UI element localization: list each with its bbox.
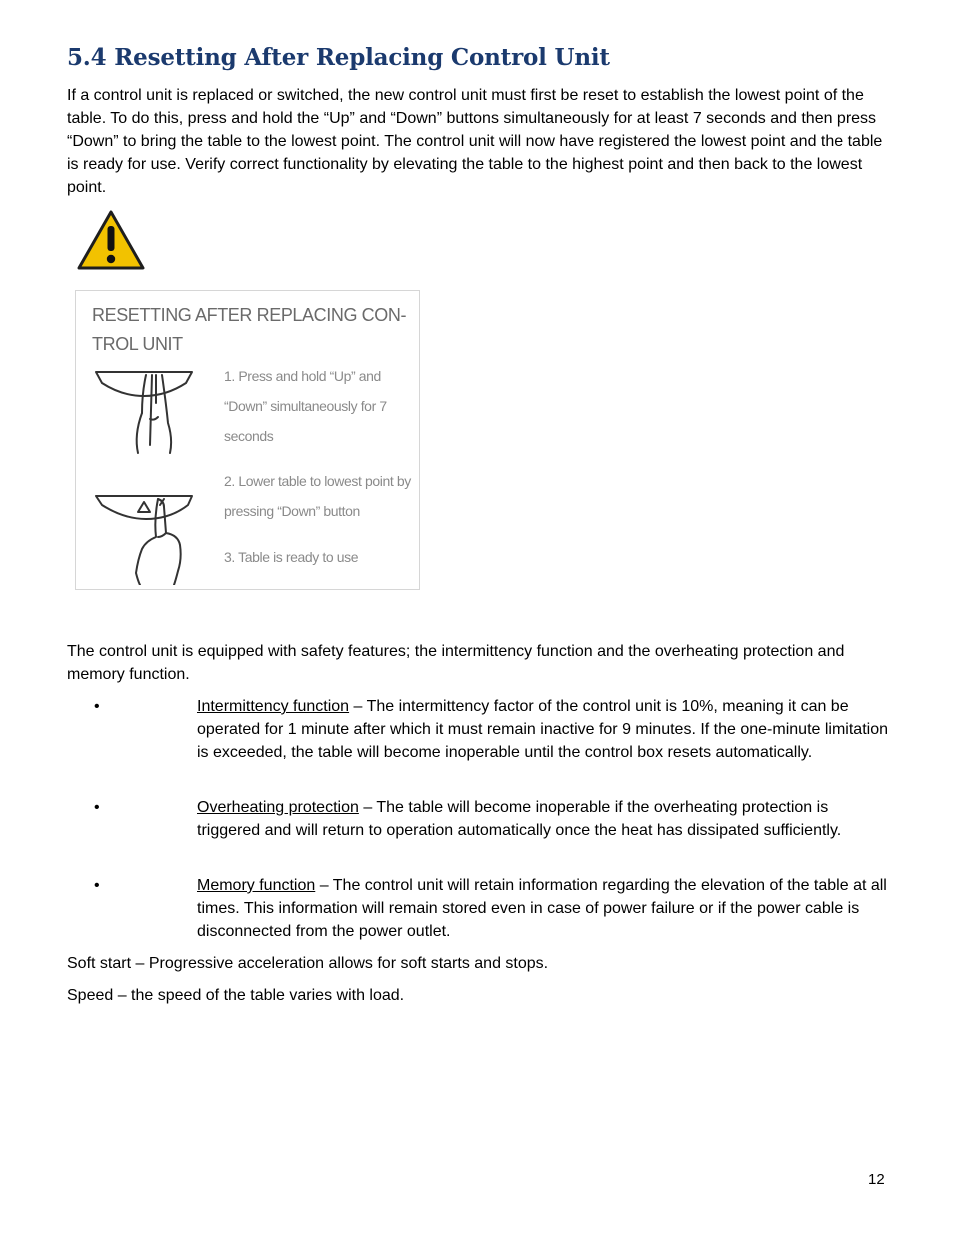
bullet-term: Intermittency function: [197, 698, 350, 715]
bullet-marker: •: [94, 799, 100, 816]
figure-step-2: 2. Lower table to lowest point by pressing “Down” button: [224, 473, 411, 519]
figure-title: RESETTING AFTER REPLACING CON-TROL UNIT: [92, 305, 407, 354]
figure-step-1: 1. Press and hold “Up” and “Down” simultaneously for 7 seconds: [224, 368, 387, 444]
page-number: 12: [868, 1171, 885, 1188]
reset-instructions-figure: [75, 290, 420, 590]
speed-paragraph: Speed – the speed of the table varies with load.: [67, 987, 405, 1004]
one-finger-press-hand-icon: [94, 489, 194, 585]
bullet-marker: •: [94, 698, 100, 715]
page-heading: 5.4 Resetting After Replacing Control Unit: [67, 44, 610, 71]
bullet-description: – The table will become inoperable if the overheating protection is triggered and will return to operation automatically once the heat has dissipated sufficiently.: [197, 799, 842, 839]
safety-intro-paragraph: The control unit is equipped with safety features; the intermittency function and the overheating protection and memory function.: [67, 643, 845, 683]
figure-step-3: 3. Table is ready to use: [224, 549, 359, 565]
intro-paragraph: If a control unit is replaced or switched, the new control unit must first be reset to establish the lowest point of the table. To do this, press and hold the “Up” and “Down” buttons simultaneously for at least 7 seconds and then press “Down” to bring the table to the lowest point. The control unit will now have registered the lowest point and the table is ready for use. Verify correct functionality by elevating the table to the highest point and then back to the lowest point.: [67, 87, 883, 196]
two-finger-press-hand-icon: [94, 363, 194, 455]
bullet-marker: •: [94, 877, 100, 894]
bullet-description: – The control unit will retain information regarding the elevation of the table at all times. This information will remain stored even in case of power failure or if the power cable is disconnected from the power outlet.: [197, 877, 887, 940]
bullet-text: [197, 695, 889, 764]
bullet-term: Overheating protection: [197, 799, 359, 816]
bullet-text: [197, 874, 889, 943]
soft-start-paragraph: Soft start – Progressive acceleration allows for soft starts and stops.: [67, 955, 549, 972]
warning-triangle-icon: [76, 209, 146, 271]
bullet-term: Memory function: [197, 877, 316, 894]
bullet-text: [197, 796, 889, 842]
bullet-description: – The intermittency factor of the control unit is 10%, meaning it can be operated for 1 minute after which it must remain inactive for 9 minutes. If the one-minute limitation is exceeded, the table will become inoperable until the control box resets automatically.: [197, 698, 888, 761]
